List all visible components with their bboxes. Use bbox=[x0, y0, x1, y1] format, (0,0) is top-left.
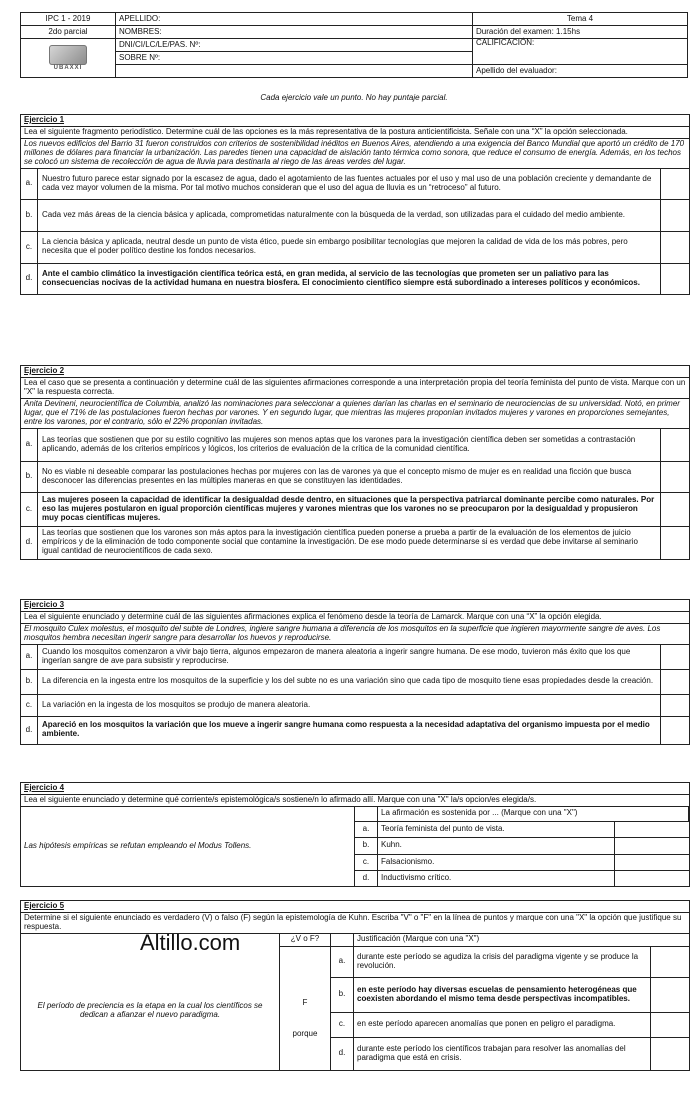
blank-cell bbox=[355, 806, 378, 822]
answer-box[interactable] bbox=[615, 854, 689, 870]
option-letter: d. bbox=[21, 526, 38, 559]
blank-field bbox=[116, 65, 473, 78]
option-letter: d. bbox=[21, 263, 38, 294]
option-text: No es viable ni deseable comparar las postulaciones hechas por mujeres con las de varones ya que el concepto mismo de mujer es en realidad una ficción que busca desconocer las diferencias presentes en las múltiples maneras en que se constituyen las identidades. bbox=[38, 461, 661, 492]
duracion-label: Duración del examen: 1.15hs bbox=[473, 26, 688, 39]
option-row[interactable] bbox=[21, 716, 689, 744]
answer-box[interactable] bbox=[661, 169, 690, 200]
option-text: La variación en la ingesta de los mosquitos se produjo de manera aleatoria. bbox=[38, 694, 661, 716]
course-label: IPC 1 - 2019 bbox=[21, 13, 116, 26]
exercise-title: Ejercicio 1 bbox=[21, 115, 689, 127]
answer-box[interactable] bbox=[651, 946, 690, 977]
exercise-instruction: Lea el siguiente fragmento periodístico. Determine cuál de las opciones es la más representativa de la postura anticientificista. Señale con una “X” la opción seleccionada. bbox=[21, 127, 689, 139]
exercise-statement: Las hipótesis empíricas se refutan empleando el Modus Tollens. bbox=[24, 840, 252, 850]
answer-box[interactable] bbox=[661, 492, 690, 526]
option-letter: c. bbox=[21, 231, 38, 263]
exercise-instruction: Lea el siguiente enunciado y determine qué corriente/s epistemológica/s sostiene/n lo afirmado allí. Marque con una "X" la/s opcion/es elegida/s. bbox=[21, 795, 689, 807]
exercise-instruction: Lea el caso que se presenta a continuación y determine cuál de las siguientes afirmaciones corresponde a una interpretación propia del teoría feminista del punto de vista. Marque con un "X" la respuesta correcta. bbox=[21, 378, 689, 399]
option-text: en este período aparecen anomalías que ponen en peligro el paradigma. bbox=[354, 1012, 651, 1037]
exercise-title: Ejercicio 5 bbox=[21, 901, 689, 913]
logo bbox=[21, 39, 116, 78]
option-text: Nuestro futuro parece estar signado por la escasez de agua, dado el agotamiento de las fuentes actuales por el uso y mal uso de una población creciente y demandante de cada vez mayor volumen de la misma. Por tal motivo muchos consideran que el uso del agua de lluvia es un “retroceso” al futuro. bbox=[42, 173, 652, 192]
exercise-instruction: Determine si el siguiente enunciado es verdadero (V) o falso (F) según la epistemología de Kuhn. Escriba "V" o "F" en la línea de puntos y marque con una "X" la opción que justifique su respuesta. bbox=[21, 913, 689, 934]
points-note: Cada ejercicio vale un punto. No hay puntaje parcial. bbox=[260, 93, 448, 102]
option-text: La ciencia básica y aplicada, neutral desde un punto de vista ético, puede sin embargo posibilitar tecnologías que mejoren la calidad de vida de los más pobres, pero necesita que el poder político destine los fondos necesarios. bbox=[38, 231, 661, 263]
option-letter: d. bbox=[21, 716, 38, 744]
answer-box[interactable] bbox=[661, 461, 690, 492]
option-text: Cuando los mosquitos comenzaron a vivir bajo tierra, algunos empezaron de manera aleatoria a ingerir sangre humana. De ese modo, tuvieron más éxito que los que ingerían sangre de ave para subsistir y reproducirse. bbox=[42, 646, 631, 665]
option-row[interactable] bbox=[21, 169, 689, 200]
apellido-field[interactable]: APELLIDO: bbox=[116, 13, 473, 26]
answer-box[interactable] bbox=[661, 669, 690, 694]
evaluador-field: Apellido del evaluador: bbox=[473, 65, 688, 78]
table-header: La afirmación es sostenida por ... (Marque con una "X") bbox=[378, 806, 689, 822]
answer-box[interactable] bbox=[661, 694, 690, 716]
option-letter: a. bbox=[355, 821, 378, 837]
option-letter: b. bbox=[355, 838, 378, 854]
sobre-field[interactable]: SOBRE Nº: bbox=[116, 52, 473, 65]
nombres-field[interactable]: NOMBRES: bbox=[116, 26, 473, 39]
option-text: durante este período los científicos trabajan para resolver las anomalías del paradigma que está en crisis. bbox=[354, 1037, 651, 1070]
option-text: durante este período se agudiza la crisis del paradigma vigente y se produce la revolución. bbox=[354, 946, 651, 977]
exercise-instruction: Lea el siguiente enunciado y determine cuál de las siguientes afirmaciones explica el fenómeno desde la teoría de Lamarck. Marque con una “X” la opción elegida. bbox=[21, 612, 689, 624]
option-text: Inductivismo crítico. bbox=[378, 870, 615, 886]
option-text: Ante el cambio climático la investigación científica teórica está, en gran medida, al servicio de las tecnologías que prometen ser un paliativo para las consecuencias nocivas de la actividad humana en nuestra biosfera. El conocimiento científico siempre está subordinado a intereses políticos y económicos. bbox=[38, 263, 661, 294]
answer-box[interactable] bbox=[615, 838, 689, 854]
answer-box[interactable] bbox=[661, 645, 690, 670]
exercise-2 bbox=[20, 365, 690, 560]
exercise-title: Ejercicio 3 bbox=[21, 600, 689, 612]
option-row[interactable] bbox=[21, 231, 689, 263]
option-letter: b. bbox=[21, 461, 38, 492]
option-row[interactable] bbox=[355, 838, 689, 854]
answer-box[interactable] bbox=[615, 870, 689, 886]
exercise-3 bbox=[20, 599, 690, 745]
exercise-text: Anita Devineni, neurocientífica de Columbia, analizó las nominaciones para seleccionar a quienes darían las charlas en el seminario de neurociencias de su universidad. Notó, en primer lugar, que el 71% de las postulaciones fueron hechas por varones. Y en segundo lugar, que mientras las mujeres proponían invitados mujeres y varones en proporciones semejantes, entre los varones, por el contrario, sólo el 22% proponían invitadas. bbox=[21, 399, 689, 429]
answer-box[interactable] bbox=[651, 1012, 690, 1037]
option-letter: b. bbox=[21, 199, 38, 231]
exercise-5 bbox=[20, 900, 690, 1071]
exercise-statement: El período de preciencia es la etapa en la cual los científicos se dedican a afianzar el nuevo paradigma. bbox=[21, 933, 280, 1070]
option-row[interactable] bbox=[21, 526, 689, 559]
option-row[interactable] bbox=[21, 461, 689, 492]
answer-box[interactable] bbox=[661, 199, 690, 231]
answer-box[interactable] bbox=[661, 429, 690, 462]
exam-header bbox=[20, 12, 688, 78]
exercise-title: Ejercicio 2 bbox=[21, 366, 689, 378]
option-row[interactable] bbox=[21, 199, 689, 231]
option-letter: a. bbox=[21, 645, 38, 670]
exercise-text: Los nuevos edificios del Barrio 31 fueron construidos con criterios de sostenibilidad inéditos en Buenos Aires, atendiendo a una exigencia del Banco Mundial que aportó un crédito de 170 millones de dólares para financiar la urbanización. Las paredes tienen una capacidad de aislación tanto térmica como sonora, que reduce el consumo de energía. Además, en los techos se colocó un sistema de recolección de agua de lluvia para destinarla al riego de las áreas verdes del lugar. bbox=[21, 139, 689, 169]
option-text: Kuhn. bbox=[378, 838, 615, 854]
option-letter: c. bbox=[21, 492, 38, 526]
option-letter: b. bbox=[21, 669, 38, 694]
option-row[interactable] bbox=[21, 263, 689, 294]
option-letter: a. bbox=[331, 946, 354, 977]
option-letter: b. bbox=[331, 977, 354, 1012]
option-letter: d. bbox=[331, 1037, 354, 1070]
options-table bbox=[21, 930, 689, 1070]
dni-field[interactable]: DNI/CI/LC/LE/PAS. Nº: bbox=[116, 39, 473, 52]
blank-cell bbox=[331, 933, 354, 946]
porque-label: porque bbox=[292, 1029, 318, 1039]
answer-box[interactable] bbox=[661, 263, 690, 294]
watermark: Altillo.com bbox=[140, 930, 241, 955]
exercise-4 bbox=[20, 782, 690, 887]
options-table bbox=[354, 806, 689, 886]
option-row[interactable] bbox=[21, 492, 689, 526]
options-table bbox=[21, 645, 689, 744]
option-text: Cada vez más áreas de la ciencia básica y aplicada, comprometidas naturalmente con la búsqueda de la verdad, son utilizadas para el cuidado del medio ambiente. bbox=[38, 199, 661, 231]
option-row[interactable] bbox=[355, 821, 689, 837]
answer-box[interactable] bbox=[661, 526, 690, 559]
option-text: Teoría feminista del punto de vista. bbox=[378, 821, 615, 837]
answer-box[interactable] bbox=[661, 716, 690, 744]
vf-answer-cell[interactable] bbox=[280, 946, 331, 1070]
logo-emblem-icon bbox=[49, 45, 87, 65]
tema-label: Tema 4 bbox=[473, 13, 688, 26]
option-row[interactable] bbox=[355, 870, 689, 886]
justification-header: Justificación (Marque con una "X") bbox=[354, 933, 690, 946]
vf-answer: F bbox=[302, 998, 308, 1008]
option-letter: a. bbox=[21, 429, 38, 462]
answer-box[interactable] bbox=[615, 821, 689, 837]
option-row[interactable] bbox=[21, 694, 689, 716]
calificacion-field: CALIFICACIÓN: bbox=[473, 39, 688, 65]
option-letter: c. bbox=[21, 694, 38, 716]
logo-text: UBAXXI bbox=[53, 65, 83, 72]
option-text: Las teorías que sostienen que los varones son más aptos para la investigación científica pueden ponerse a prueba a partir de la evaluación de los elementos de juicio empíricos y de la eliminación de todo componente social que contamine la investigación. De ese modo puede determinarse si es verdad que debe invitarse al seminario igual cantidad de neurocientíficos de cada sexo. bbox=[38, 526, 661, 559]
option-row[interactable] bbox=[355, 854, 689, 870]
option-letter: a. bbox=[21, 169, 38, 200]
answer-box[interactable] bbox=[651, 1037, 690, 1070]
option-text: Las teorías que sostienen que por su estilo cognitivo las mujeres son menos aptas que los varones para la investigación científica deben ser sometidas a contrastación aplicando, además de los criterios empíricos y lógicos, los criterios de evaluación de la crítica de la comunidad científica. bbox=[42, 434, 636, 453]
option-text: Falsacionismo. bbox=[378, 854, 615, 870]
option-text: La diferencia en la ingesta entre los mosquitos de la superficie y los del subte no es una variación sino que cada tipo de mosquito tiene esas propiedades desde la creación. bbox=[38, 669, 661, 694]
exercise-4-body bbox=[21, 807, 689, 886]
option-letter: c. bbox=[355, 854, 378, 870]
options-table bbox=[21, 169, 689, 294]
option-row[interactable] bbox=[21, 645, 689, 670]
exercise-1 bbox=[20, 114, 690, 295]
exercise-title: Ejercicio 4 bbox=[21, 783, 689, 795]
exercise-text: El mosquito Culex molestus, el mosquito del subte de Londres, ingiere sangre humana a diferencia de los mosquitos en la superficie que ingieren mayormente sangre de aves. Los mosquitos hembra necesitan ingerir sangre para desarrollar los huevos y reproducirse. bbox=[21, 624, 689, 645]
answer-box[interactable] bbox=[661, 231, 690, 263]
option-letter: d. bbox=[355, 870, 378, 886]
option-text: Apareció en los mosquitos la variación que los mueve a ingerir sangre humana como respuesta a la necesidad adaptativa del organismo impuesta por el medio ambiente. bbox=[38, 716, 661, 744]
exam-label: 2do parcial bbox=[21, 26, 116, 39]
option-row[interactable] bbox=[21, 669, 689, 694]
option-row[interactable] bbox=[21, 429, 689, 462]
option-text: en este período hay diversas escuelas de pensamiento heterogéneas que coexisten abordando el mismo tema desde perspectivas incompatibles. bbox=[354, 977, 651, 1012]
vf-header: ¿V o F? bbox=[280, 933, 331, 946]
answer-box[interactable] bbox=[651, 977, 690, 1012]
options-table bbox=[21, 429, 689, 559]
option-text: Las mujeres poseen la capacidad de identificar la desigualdad desde dentro, en situaciones que la perspectiva patriarcal dominante percibe como naturales. Por eso las mujeres postularon en igual proporción científicas mujeres y varones mientras que los varones no se preocuparon por la desigualdad y propusieron muy pocas científicas mujeres. bbox=[38, 492, 661, 526]
option-letter: c. bbox=[331, 1012, 354, 1037]
